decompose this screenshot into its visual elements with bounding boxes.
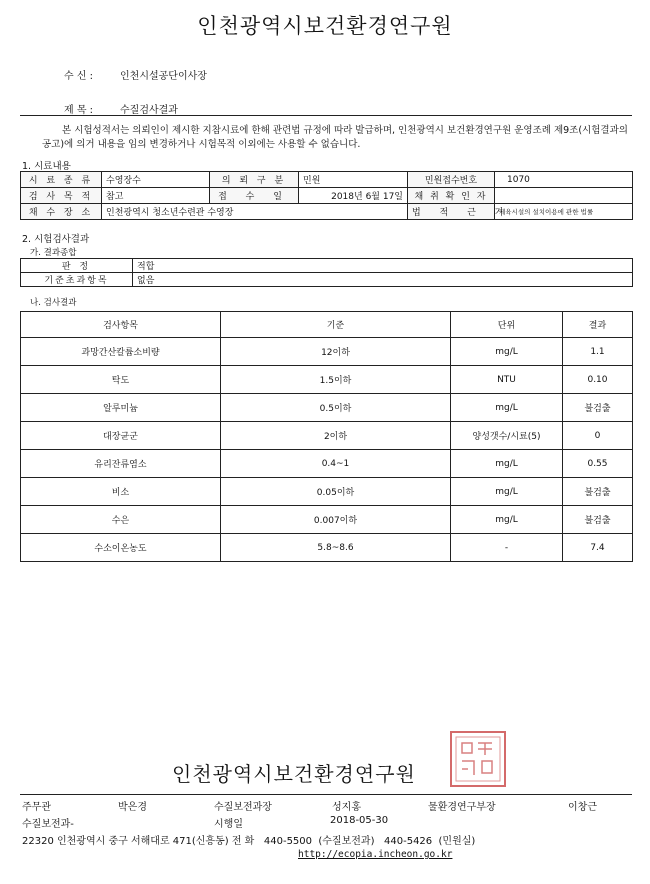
collector-value — [495, 188, 633, 204]
request-type-value: 민원 — [299, 172, 408, 188]
result: 0.55 — [563, 450, 633, 478]
test-item: 수소이온농도 — [21, 534, 221, 562]
table-row — [21, 450, 633, 478]
summary-table — [20, 258, 633, 287]
receipt-date-value: 2018년 6월 17일 — [299, 188, 408, 204]
result: 7.4 — [563, 534, 633, 562]
recipient-value: 인천시설공단이사장 — [120, 71, 207, 82]
request-type-label: 의 뢰 구 분 — [210, 172, 299, 188]
contact-address: 22320 인천광역시 중구 서해대로 471(신흥동) 전 화 440-5500 (수질보전과) 440-5426 (민원실) — [22, 836, 476, 847]
table-row — [21, 366, 633, 394]
judgement-value: 적합 — [133, 259, 633, 273]
summary-row — [21, 259, 633, 273]
legal-basis-label: 법 적 근 거 — [408, 204, 495, 220]
table-row — [21, 394, 633, 422]
table-row — [21, 534, 633, 562]
staff-role: 물환경연구부장 — [428, 802, 496, 813]
column-header: 기준 — [221, 312, 451, 338]
purpose-value: 참고 — [102, 188, 210, 204]
standard: 0.5이하 — [221, 394, 451, 422]
standard: 0.007이하 — [221, 506, 451, 534]
standard: 12이하 — [221, 338, 451, 366]
unit: NTU — [451, 366, 563, 394]
column-header: 단위 — [451, 312, 563, 338]
staff-name: 박은경 — [118, 802, 147, 813]
column-header: 결과 — [563, 312, 633, 338]
subject-label: 제 목 : — [64, 105, 94, 116]
test-item: 알루미늄 — [21, 394, 221, 422]
result: 불검출 — [563, 478, 633, 506]
detail-heading: 나. 검사결과 — [30, 298, 77, 308]
sample-type-value: 수영장수 — [102, 172, 210, 188]
standard: 1.5이하 — [221, 366, 451, 394]
receipt-date-label: 접 수 일 — [210, 188, 299, 204]
result: 불검출 — [563, 506, 633, 534]
staff-name: 이창근 — [568, 802, 597, 813]
unit: mg/L — [451, 450, 563, 478]
sample-type-label: 시 료 종 류 — [21, 172, 102, 188]
subject-value: 수질검사결과 — [120, 105, 178, 116]
document-title: 인천광역시보건환경연구원 — [197, 14, 453, 38]
website-link[interactable]: http://ecopia.incheon.go.kr — [298, 849, 453, 860]
notice-text: 본 시험성적서는 의뢰인이 제시한 지참시료에 한해 관련법 규정에 따라 발급하며, 인천광역시 보건환경연구원 운영조례 제9조(시험결과의 공고)에 의거 내용을 임의 변경하거나 시험목적 이외에는 사용할 수 없습니다. — [42, 125, 628, 150]
unit: mg/L — [451, 394, 563, 422]
official-seal-icon — [448, 729, 508, 789]
legal-basis-value: 체육시설의 설치이용에 관한 법률 — [495, 204, 633, 220]
result-section-heading: 2. 시험검사결과 — [22, 234, 90, 245]
issuer-name: 인천광역시보건환경연구원 — [172, 762, 416, 786]
sample-row — [21, 204, 633, 220]
standard: 0.4~1 — [221, 450, 451, 478]
standard: 2이하 — [221, 422, 451, 450]
result: 불검출 — [563, 394, 633, 422]
test-item: 과망간산칼륨소비량 — [21, 338, 221, 366]
unit: mg/L — [451, 338, 563, 366]
results-table — [20, 311, 633, 562]
unit: 양성갯수/시료(5) — [451, 422, 563, 450]
table-row — [21, 338, 633, 366]
department-number: 수질보전과- — [22, 819, 74, 830]
sample-section-heading: 1. 시료내용 — [22, 161, 71, 172]
test-item: 수은 — [21, 506, 221, 534]
location-value: 인천광역시 청소년수련관 수영장 — [102, 204, 408, 220]
issue-date: 2018-05-30 — [330, 815, 389, 826]
test-item: 대장균군 — [21, 422, 221, 450]
exceeded-items-label: 기준초과항목 — [21, 273, 133, 287]
staff-name: 성지홍 — [332, 802, 361, 813]
staff-role: 수질보전과장 — [214, 802, 272, 813]
sample-row — [21, 188, 633, 204]
table-row — [21, 506, 633, 534]
result: 0 — [563, 422, 633, 450]
column-header: 검사항목 — [21, 312, 221, 338]
judgement-label: 판 정 — [21, 259, 133, 273]
standard: 0.05이하 — [221, 478, 451, 506]
unit: mg/L — [451, 506, 563, 534]
test-item: 유리잔류염소 — [21, 450, 221, 478]
collector-label: 채 취 확 인 자 — [408, 188, 495, 204]
receipt-number-value: 1070 — [495, 172, 633, 188]
results-header-row — [21, 312, 633, 338]
location-label: 채 수 장 소 — [21, 204, 102, 220]
header-divider — [20, 115, 632, 116]
recipient-label: 수 신 : — [64, 71, 94, 82]
staff-role: 주무관 — [22, 802, 51, 813]
test-item: 탁도 — [21, 366, 221, 394]
summary-row — [21, 273, 633, 287]
unit: - — [451, 534, 563, 562]
sample-info-table — [20, 171, 633, 220]
sample-row — [21, 172, 633, 188]
footer-divider — [20, 794, 632, 795]
issue-date-label: 시행일 — [214, 819, 243, 830]
unit: mg/L — [451, 478, 563, 506]
result: 0.10 — [563, 366, 633, 394]
result: 1.1 — [563, 338, 633, 366]
table-row — [21, 422, 633, 450]
table-row — [21, 478, 633, 506]
summary-heading: 가. 결과종합 — [30, 248, 77, 258]
standard: 5.8~8.6 — [221, 534, 451, 562]
receipt-number-label: 민원접수번호 — [408, 172, 495, 188]
test-item: 비소 — [21, 478, 221, 506]
exceeded-items-value: 없음 — [133, 273, 633, 287]
purpose-label: 검 사 목 적 — [21, 188, 102, 204]
